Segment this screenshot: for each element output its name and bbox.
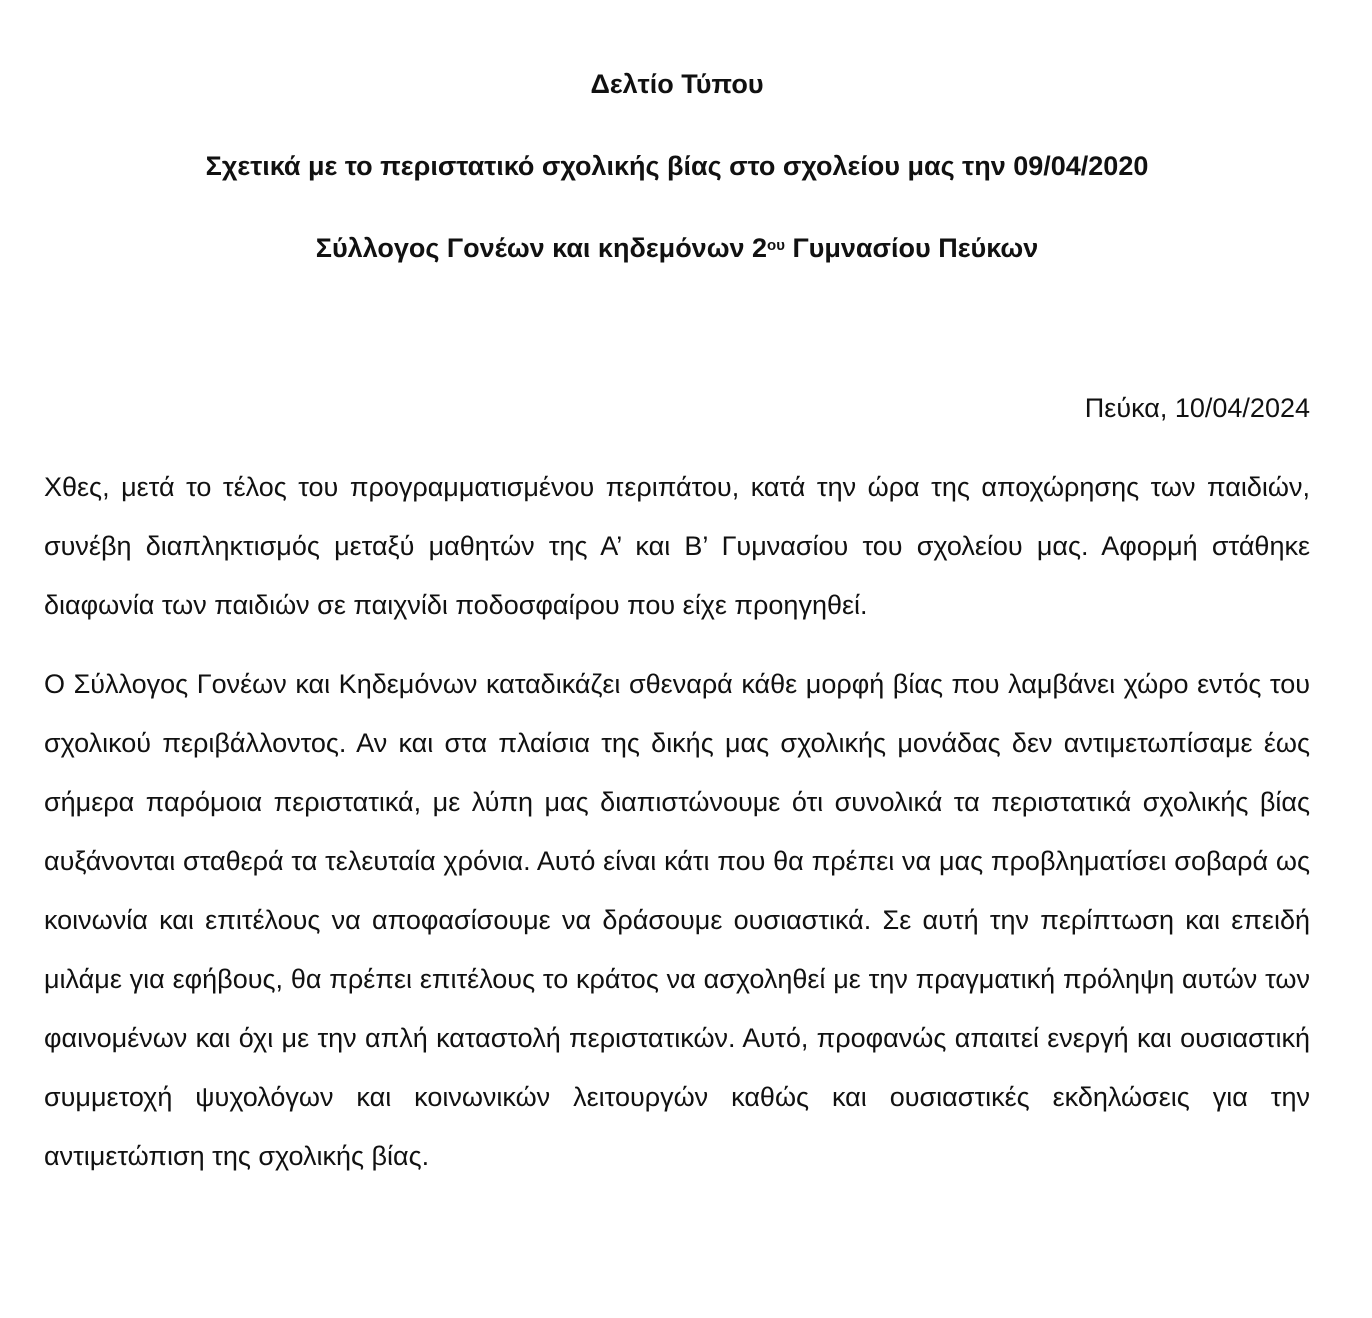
organization-name [44, 232, 1310, 264]
organization-suffix: Γυμνασίου Πεύκων [784, 233, 1039, 263]
document-title: Δελτίο Τύπου [590, 69, 764, 99]
paragraph-incident: Χθες, μετά το τέλος του προγραμματισμένου περιπάτου, κατά την ώρα της αποχώρησης των παιδιών, συνέβη διαπληκτισμός μεταξύ μαθητών της Α’ και Β’ Γυμνασίου του σχολείου μας. Αφορμή στάθηκε διαφωνία των παιδιών σε παιχνίδι ποδοσφαίρου που είχε προηγηθεί. [44, 472, 1310, 620]
organization-prefix: Σύλλογος Γονέων και κηδεμόνων 2 [315, 233, 768, 263]
place-date: Πεύκα, 10/04/2024 [1084, 393, 1310, 423]
paragraph-statement: Ο Σύλλογος Γονέων και Κηδεμόνων καταδικάζει σθεναρά κάθε μορφή βίας που λαμβάνει χώρο εντός του σχολικού περιβάλλοντος. Αν και στα πλαίσια της δικής μας σχολικής μονάδας δεν αντιμετωπίσαμε έως σήμερα παρόμοια περιστατικά, με λύπη μας διαπιστώνουμε ότι συνολικά τα περιστατικά σχολικής βίας αυξάνονται σταθερά τα τελευταία χρόνια. Αυτό είναι κάτι που θα πρέπει να μας προβληματίσει σοβαρά ως κοινωνία και επιτέλους να αποφασίσουμε να δράσουμε ουσιαστικά. Σε αυτή την περίπτωση και επειδή μιλάμε για εφήβους, θα πρέπει επιτέλους το κράτος να ασχοληθεί με την πραγματική πρόληψη αυτών των φαινομένων και όχι με την απλή καταστολή περιστατικών. Αυτό, προφανώς απαιτεί ενεργή και ουσιαστική συμμετοχή ψυχολόγων και κοινωνικών λειτουργών καθώς και ουσιαστικές εκδηλώσεις για την αντιμετώπιση της σχολικής βίας. [44, 669, 1310, 1171]
document-subtitle: Σχετικά με το περιστατικό σχολικής βίας στο σχολείου μας την 09/04/2020 [205, 151, 1149, 181]
organization-superscript: ου [767, 237, 785, 254]
